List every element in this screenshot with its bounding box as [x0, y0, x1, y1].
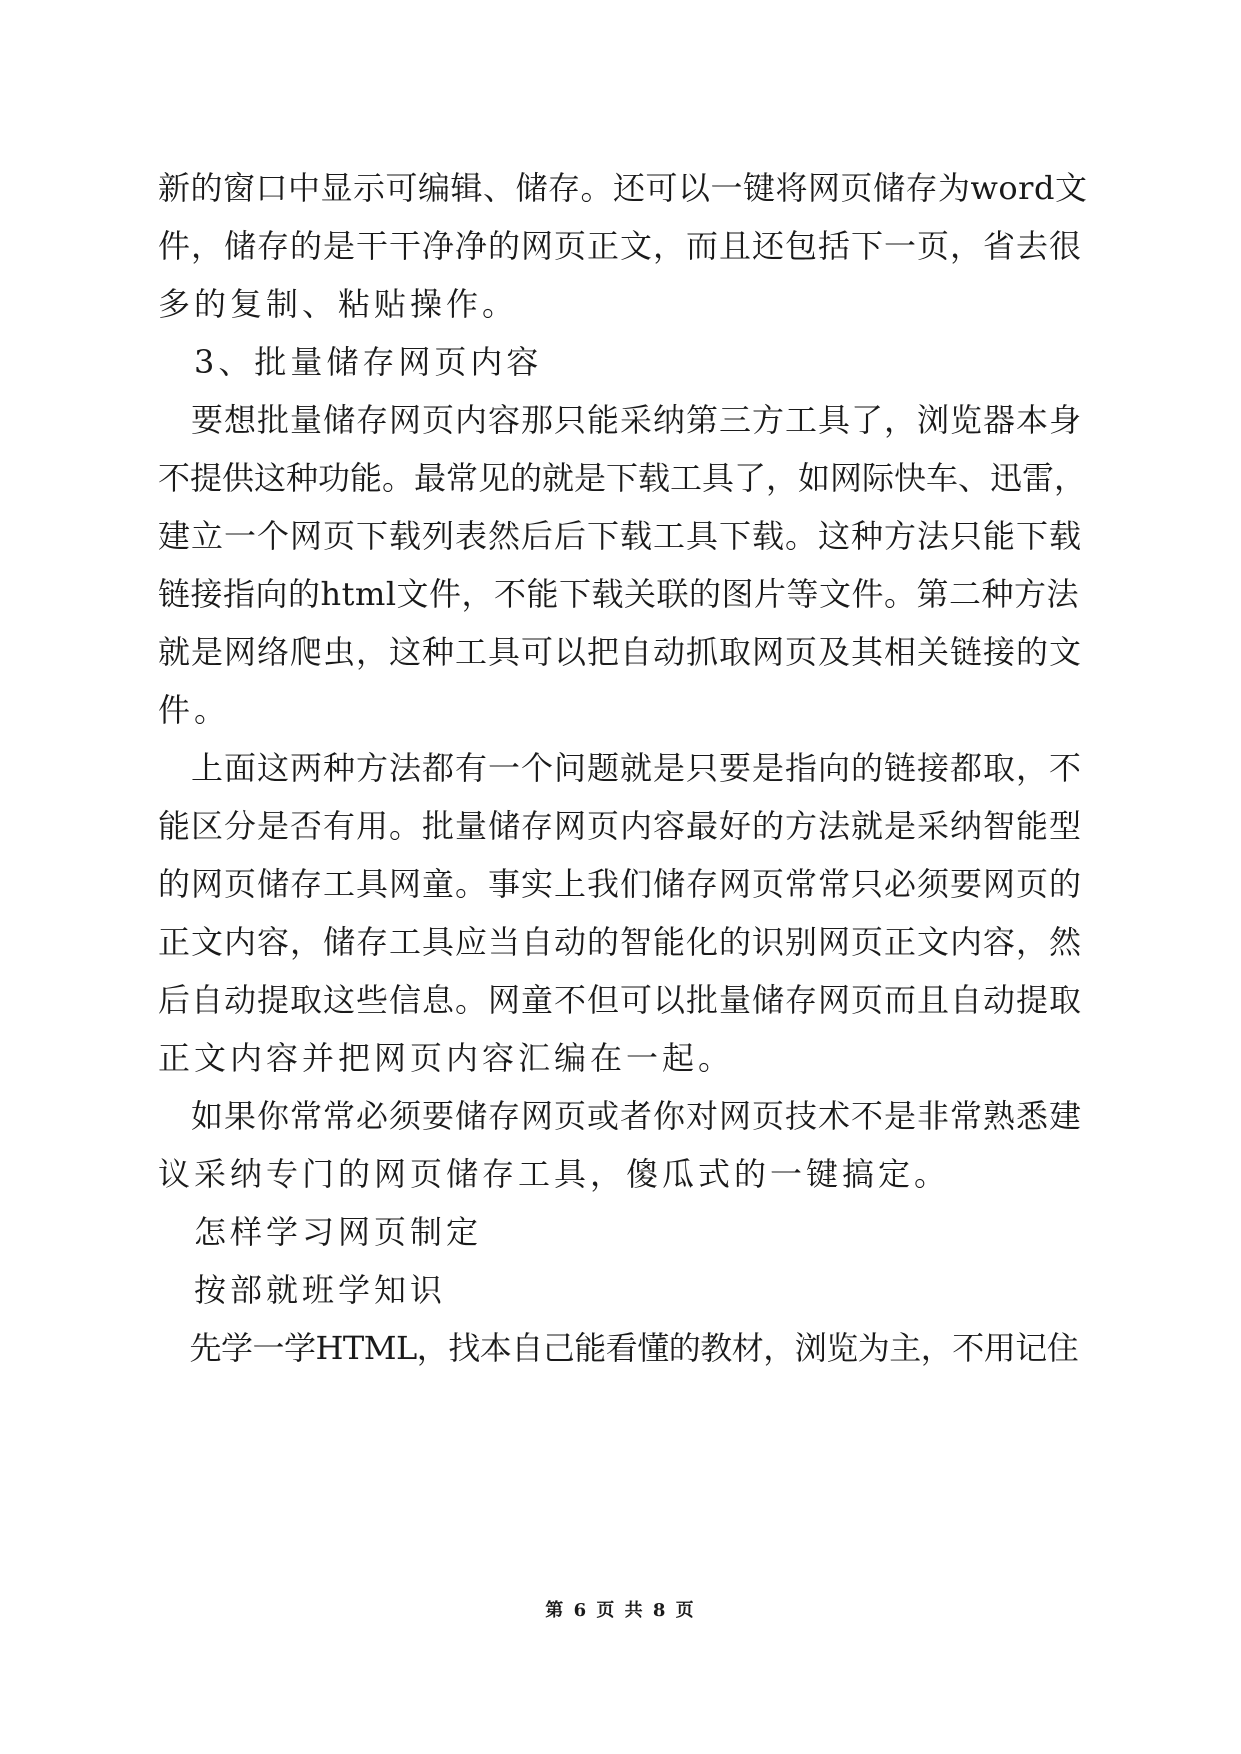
body-text-line: 能区分是否有用。批量储存网页内容最好的方法就是采纳智能型 — [158, 807, 1083, 845]
body-text-line: 的网页储存工具网童。事实上我们储存网页常常只必须要网页的 — [158, 865, 1083, 903]
body-text-line: 上面这两种方法都有一个问题就是只要是指向的链接都取，不 — [158, 749, 1083, 787]
body-text-line: 正文内容，储存工具应当自动的智能化的识别网页正文内容，然 — [158, 923, 1083, 961]
body-text-line: 如果你常常必须要储存网页或者你对网页技术不是非常熟悉建 — [158, 1097, 1083, 1135]
body-text-line: 新的窗口中显示可编辑、储存。还可以一键将网页储存为word文 — [158, 169, 1088, 207]
body-text-line: 件，储存的是干干净净的网页正文，而且还包括下一页，省去很 — [158, 227, 1083, 265]
body-text-line: 件。 — [158, 691, 231, 729]
body-text-line: 建立一个网页下载列表然后后下载工具下载。这种方法只能下载 — [158, 517, 1083, 555]
body-text-line: 不提供这种功能。最常见的就是下载工具了，如网际快车、迅雷， — [158, 459, 1087, 497]
body-text-line: 链接指向的html文件，不能下载关联的图片等文件。第二种方法 — [158, 575, 1080, 613]
body-text-line: 正文内容并把网页内容汇编在一起。 — [158, 1039, 735, 1077]
page-footer: 第 6 页 共 8 页 — [545, 1600, 696, 1621]
body-text-line: 议采纳专门的网页储存工具，傻瓜式的一键搞定。 — [158, 1155, 951, 1193]
body-text-line: 后自动提取这些信息。网童不但可以批量储存网页而且自动提取 — [158, 981, 1083, 1019]
body-text-line: 要想批量储存网页内容那只能采纳第三方工具了，浏览器本身 — [158, 401, 1083, 439]
body-text-line: 就是网络爬虫，这种工具可以把自动抓取网页及其相关链接的文 — [158, 633, 1083, 671]
section-heading: 怎样学习网页制定 — [158, 1213, 483, 1251]
section-heading: 按部就班学知识 — [158, 1271, 447, 1309]
body-text-line: 多的复制、粘贴操作。 — [158, 285, 519, 323]
body-text-line: 先学一学HTML，找本自己能看懂的教材，浏览为主，不用记住 — [158, 1329, 1079, 1367]
section-heading: 3、批量储存网页内容 — [158, 343, 543, 381]
